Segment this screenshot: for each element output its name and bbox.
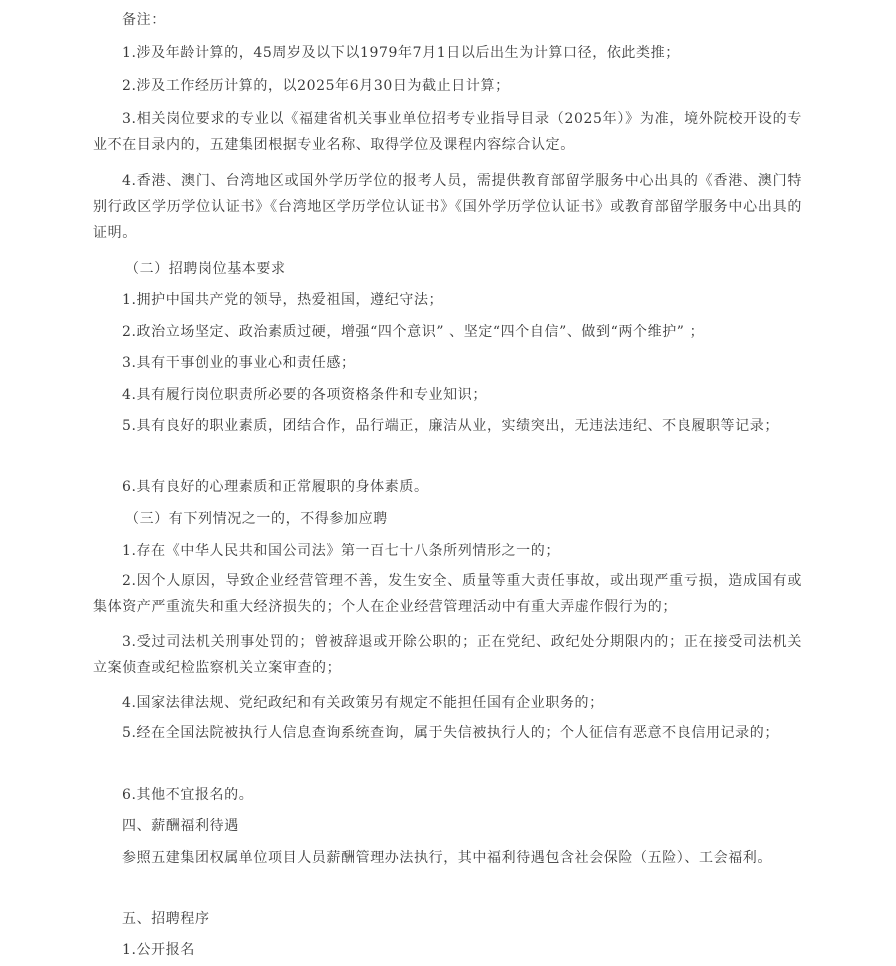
section-3-heading: （三）有下列情况之一的，不得参加应聘 xyxy=(125,511,388,527)
section-2-item-3: 3.具有干事创业的事业心和责任感； xyxy=(122,355,356,371)
notes-item-4: 4.香港、澳门、台湾地区或国外学历学位的报考人员，需提供教育部留学服务中心出具的《香港、澳门特别行政区学历学位认证书》《台湾地区学历学位认证书》《国外学历学位认证书》或教育部留学服务中心出具的证明。 xyxy=(93,173,802,241)
section-3-item-2: 2.因个人原因，导致企业经营管理不善，发生安全、质量等重大责任事故，或出现严重亏损，造成国有或集体资产严重流失和重大经济损失的；个人在企业经营管理活动中有重大弄虚作假行为的； xyxy=(93,573,802,615)
section-2-item-1: 1.拥护中国共产党的领导，热爱祖国，遵纪守法； xyxy=(122,292,444,308)
section-2-item-6: 6.具有良好的心理素质和正常履职的身体素质。 xyxy=(122,479,429,495)
section-2-item-5: 5.具有良好的职业素质，团结合作，品行端正，廉洁从业，实绩突出，无违法违纪、不良履职等记录； xyxy=(122,418,779,434)
section-4-heading: 四、薪酬福利待遇 xyxy=(122,818,239,834)
section-2-item-2: 2.政治立场坚定、政治素质过硬，增强“四个意识” 、坚定“四个自信”、做到“两个维护” ； xyxy=(122,324,705,340)
section-3-item-6: 6.其他不宜报名的。 xyxy=(122,787,254,803)
section-2-item-4: 4.具有履行岗位职责所必要的各项资格条件和专业知识； xyxy=(122,387,487,403)
notes-item-1: 1.涉及年龄计算的，45周岁及以下以1979年7月1日以后出生为计算口径，依此类推； xyxy=(122,45,680,61)
notes-title: 备注： xyxy=(122,12,166,28)
section-3-item-4: 4.国家法律法规、党纪政纪和有关政策另有规定不能担任国有企业职务的； xyxy=(122,695,604,711)
section-5-item-1: 1.公开报名 xyxy=(122,942,195,958)
section-3-item-5: 5.经在全国法院被执行人信息查询系统查询，属于失信被执行人的；个人征信有恶意不良信用记录的； xyxy=(122,725,779,741)
section-4-body: 参照五建集团权属单位项目人员薪酬管理办法执行，其中福利待遇包含社会保险（五险）、工会福利。 xyxy=(122,850,772,866)
notes-item-3: 3.相关岗位要求的专业以《福建省机关事业单位招考专业指导目录（2025年）》为准，境外院校开设的专业不在目录内的，五建集团根据专业名称、取得学位及课程内容综合认定。 xyxy=(93,111,802,153)
section-3-item-3: 3.受过司法机关刑事处罚的；曾被辞退或开除公职的；正在党纪、政纪处分期限内的；正在接受司法机关立案侦查或纪检监察机关立案审查的； xyxy=(93,634,802,676)
notes-item-2: 2.涉及工作经历计算的，以2025年6月30日为截止日计算； xyxy=(122,78,510,94)
section-2-heading: （二）招聘岗位基本要求 xyxy=(125,261,286,277)
section-5-heading: 五、招聘程序 xyxy=(122,911,210,927)
section-3-item-1: 1.存在《中华人民共和国公司法》第一百七十八条所列情形之一的； xyxy=(122,543,560,559)
